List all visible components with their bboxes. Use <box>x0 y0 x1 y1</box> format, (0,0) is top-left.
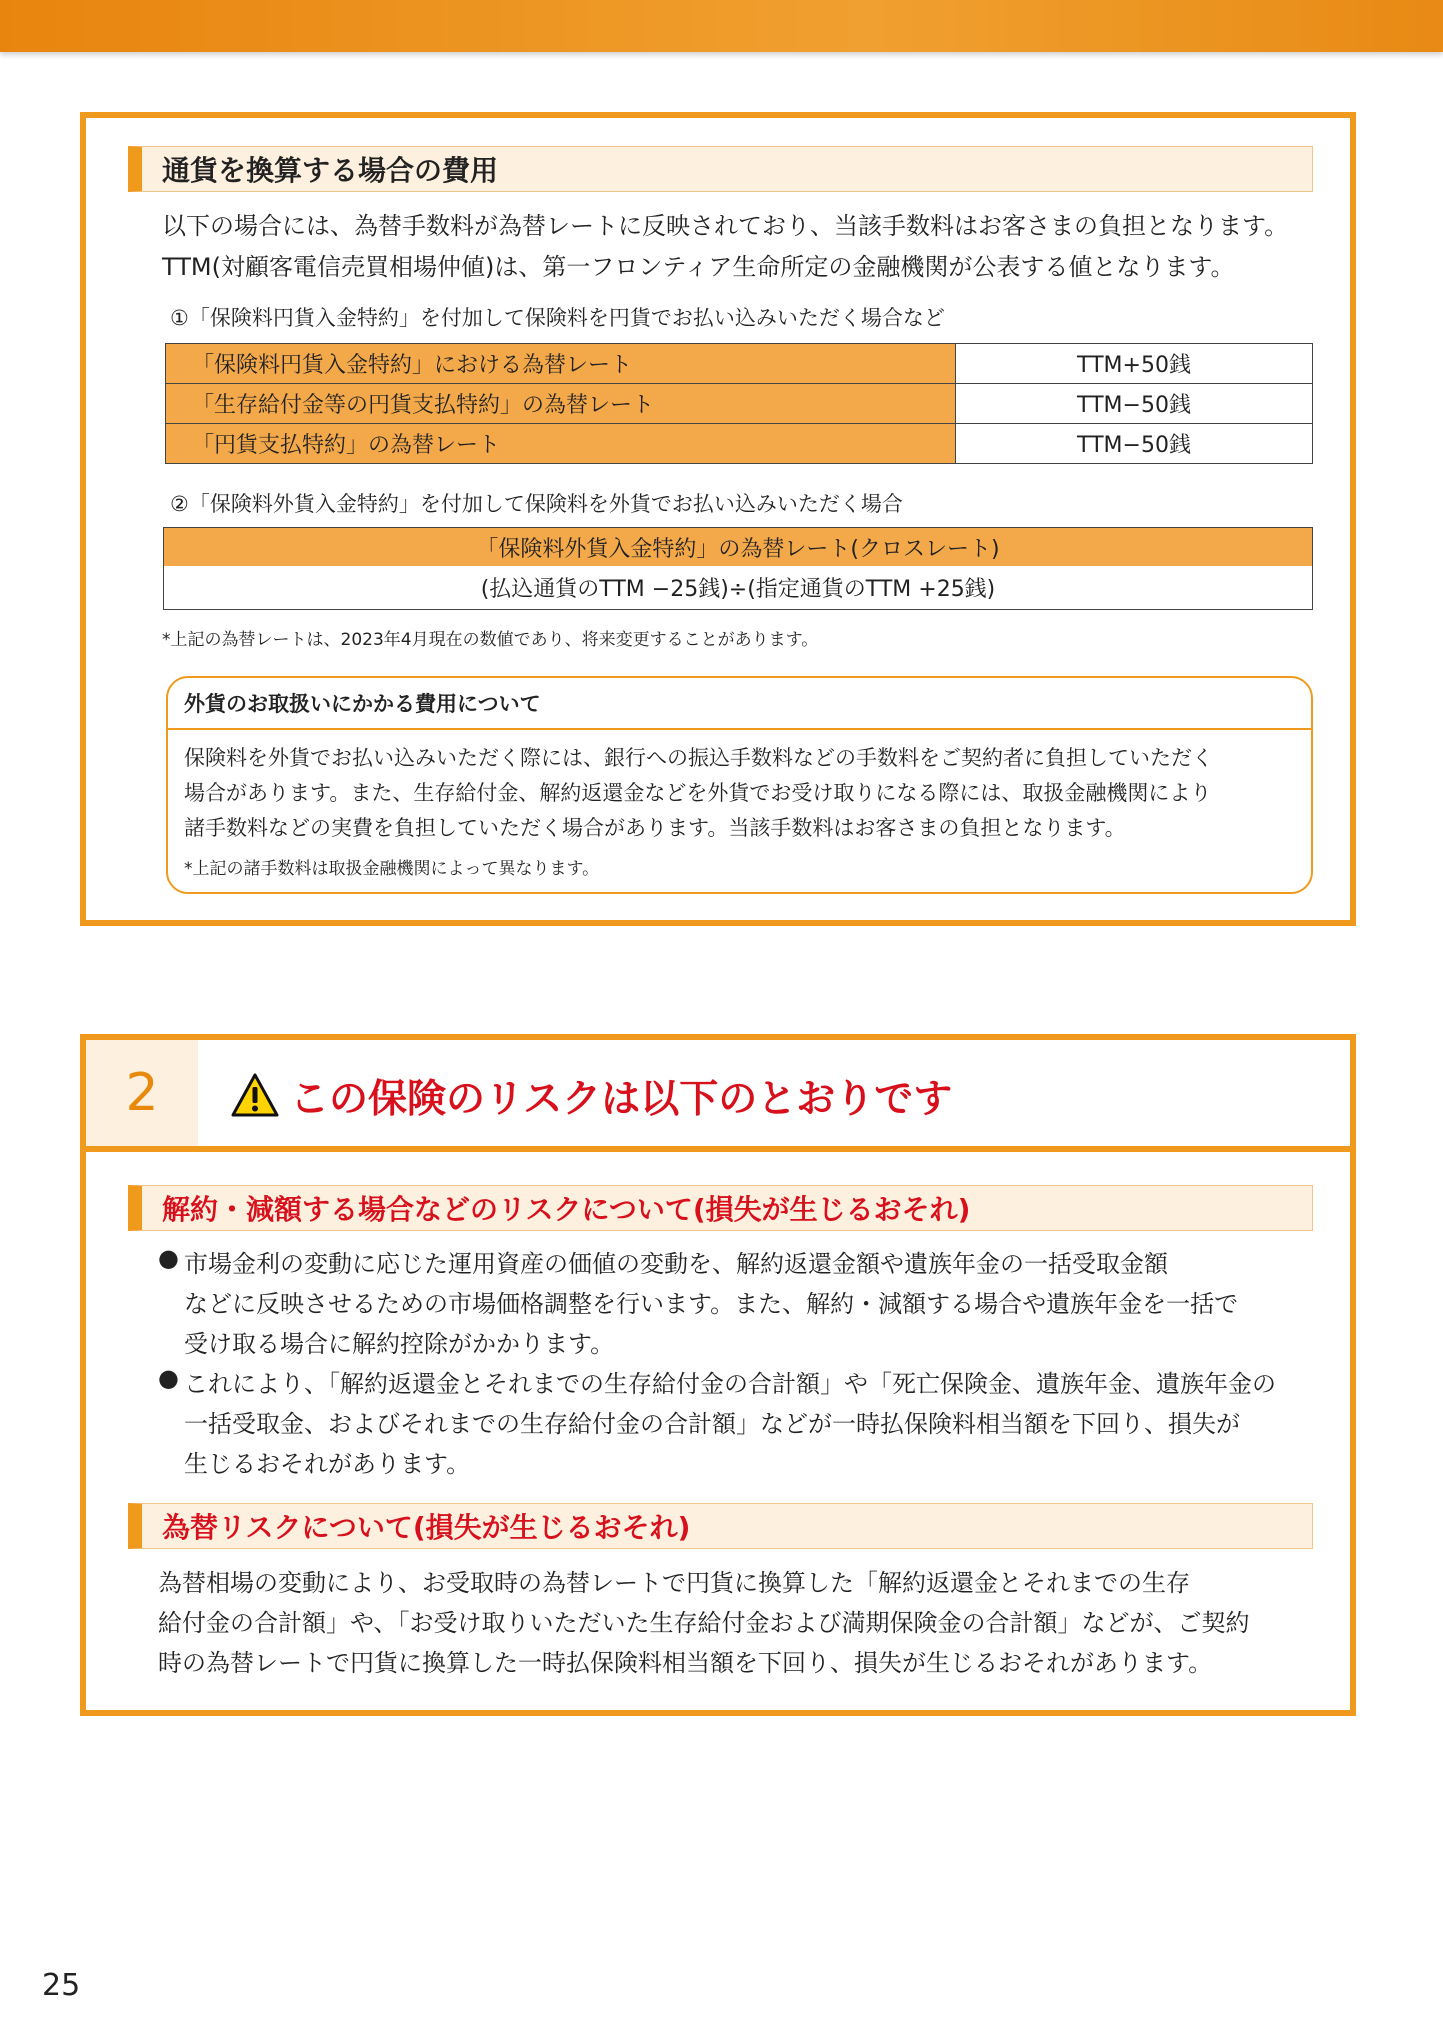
fee-box-line: 保険料を外貨でお払い込みいただく際には、銀行への振込手数料などの手数料をご契約者に負担していただく <box>184 746 1213 770</box>
section-number: 2 <box>125 1063 159 1123</box>
rate-footnote: *上記の為替レートは、2023年4月現在の数値であり、将来変更することがあります。 <box>162 630 819 650</box>
cross-rate-header-text: 「保険料外貨入金特約」の為替レート(クロスレート) <box>476 536 1000 562</box>
cross-rate-formula-text: (払込通貨のTTM −25銭)÷(指定通貨のTTM +25銭) <box>480 577 996 602</box>
section-heading-text: 解約・減額する場合などのリスクについて(損失が生じるおそれ) <box>162 1193 971 1226</box>
section-heading-conversion-cost <box>128 146 1313 192</box>
rate-label: 「保険料円貨入金特約」における為替レート <box>166 344 956 384</box>
section-header-divider <box>86 1146 1350 1152</box>
fee-box-note: *上記の諸手数料は取扱金融機関によって異なります。 <box>184 859 600 879</box>
risk-section-title: この保険のリスクは以下のとおりです <box>290 1077 953 1122</box>
fee-box-line: 場合があります。また、生存給付金、解約返還金などを外貨でお受け取りになる際には、取扱金融機関により <box>184 781 1212 805</box>
case2-label: ②「保険料外貨入金特約」を付加して保険料を外貨でお払い込みいただく場合 <box>170 492 903 516</box>
top-header-band <box>0 0 1443 52</box>
bullet-line: 生じるおそれがあります。 <box>184 1450 471 1478</box>
fx-risk-text <box>158 1563 1250 1683</box>
bullet-icon: ● <box>158 1364 179 1392</box>
fx-risk-line: 給付金の合計額」や、「お受け取りいただいた生存給付金および満期保険金の合計額」などが、ご契約 <box>158 1609 1250 1637</box>
page-number: 25 <box>42 1968 81 2003</box>
bullet-line: 受け取る場合に解約控除がかかります。 <box>184 1330 615 1358</box>
warning-icon <box>230 1072 280 1118</box>
cross-rate-header <box>163 527 1313 567</box>
fx-risk-line: 為替相場の変動により、お受取時の為替レートで円貨に換算した「解約返還金とそれまでの生存 <box>158 1569 1190 1597</box>
bullet-line: などに反映させるための市場価格調整を行います。また、解約・減額する場合や遺族年金を一括で <box>184 1290 1239 1318</box>
rate-label: 「円貨支払特約」の為替レート <box>166 424 956 464</box>
table-row <box>166 424 1313 464</box>
section-heading-fx-risk <box>128 1503 1313 1549</box>
section-heading-text: 為替リスクについて(損失が生じるおそれ) <box>162 1511 691 1544</box>
exchange-rate-table <box>165 343 1313 464</box>
fee-box-line: 諸手数料などの実費を負担していただく場合があります。当該手数料はお客さまの負担となります。 <box>184 816 1126 840</box>
fee-box-title-text: 外貨のお取扱いにかかる費用について <box>184 692 541 716</box>
risk-bullet-item <box>184 1364 1276 1484</box>
rate-label: 「生存給付金等の円貨支払特約」の為替レート <box>166 384 956 424</box>
intro-line: TTM(対顧客電信売買相場仲値)は、第一フロンティア生命所定の金融機関が公表する値となります。 <box>162 253 1235 281</box>
rate-value: TTM+50銭 <box>956 344 1313 384</box>
intro-line: 以下の場合には、為替手数料が為替レートに反映されており、当該手数料はお客さまの負担となります。 <box>162 212 1289 240</box>
case1-label: ①「保険料円貨入金特約」を付加して保険料を円貨でお払い込みいただく場合など <box>170 306 945 330</box>
intro-text <box>162 206 1288 288</box>
section-number-badge <box>86 1040 198 1146</box>
rate-value: TTM−50銭 <box>956 424 1313 464</box>
risk-bullet-item <box>184 1244 1238 1364</box>
table-row <box>166 384 1313 424</box>
bullet-line: これにより、「解約返還金とそれまでの生存給付金の合計額」や「死亡保険金、遺族年金、遺族年金の <box>184 1370 1276 1398</box>
table-row <box>166 344 1313 384</box>
bullet-line: 市場金利の変動に応じた運用資産の価値の変動を、解約返還金額や遺族年金の一括受取金額 <box>184 1250 1168 1278</box>
bullet-icon: ● <box>158 1244 179 1272</box>
foreign-currency-fee-box <box>166 676 1313 894</box>
cross-rate-formula <box>163 566 1313 610</box>
section-heading-text: 通貨を換算する場合の費用 <box>162 154 499 187</box>
rate-value: TTM−50銭 <box>956 384 1313 424</box>
bullet-line: 一括受取金、およびそれまでの生存給付金の合計額」などが一時払保険料相当額を下回り、損失が <box>184 1410 1240 1438</box>
section-heading-surrender-risk <box>128 1185 1313 1231</box>
fee-box-title <box>168 678 1311 730</box>
fx-risk-line: 時の為替レートで円貨に換算した一時払保険料相当額を下回り、損失が生じるおそれがあります。 <box>158 1649 1213 1677</box>
